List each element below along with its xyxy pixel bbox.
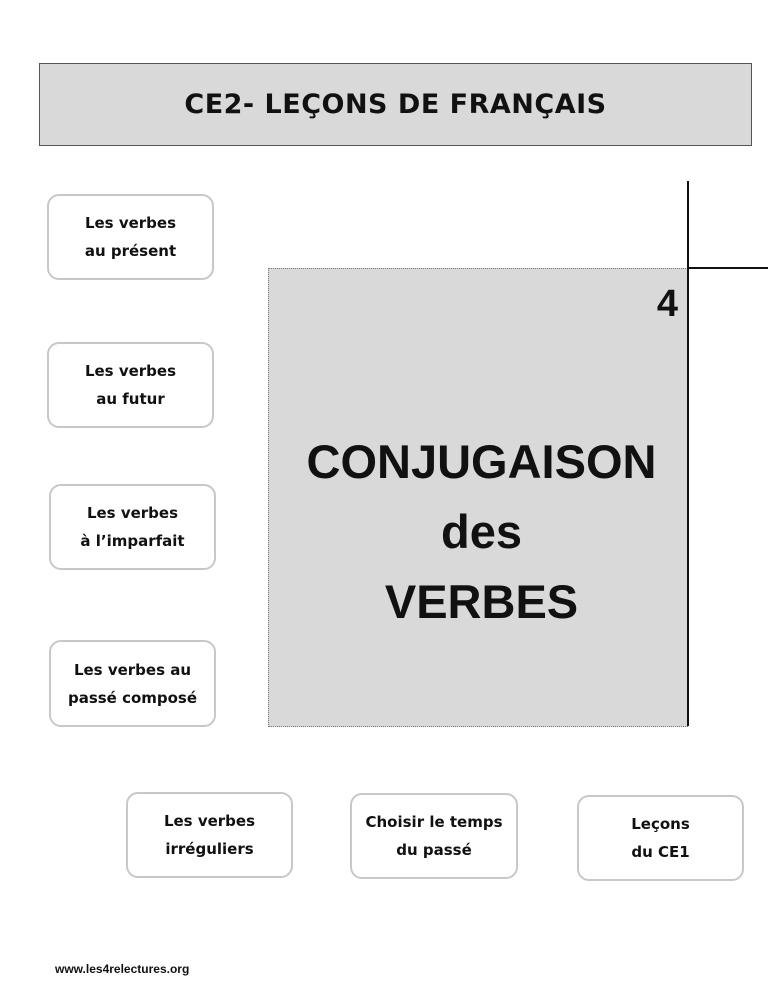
card-label-line1: Les verbes bbox=[84, 362, 177, 380]
lesson-title bbox=[269, 427, 694, 637]
lesson-title-line2: des bbox=[441, 505, 522, 558]
lesson-number: 4 bbox=[656, 283, 678, 325]
card-verbes-passe-compose[interactable] bbox=[49, 640, 216, 727]
horizontal-divider bbox=[687, 267, 768, 269]
card-verbes-futur[interactable] bbox=[47, 342, 214, 428]
card-label-line1: Les verbes bbox=[84, 214, 177, 232]
footer-url: www.les4relectures.org bbox=[55, 962, 190, 976]
card-lecons-ce1[interactable] bbox=[577, 795, 744, 881]
card-label-line1: Leçons bbox=[631, 815, 690, 833]
card-label-line2: à l’imparfait bbox=[80, 532, 185, 550]
lesson-cover-panel bbox=[268, 268, 688, 727]
card-label-line2: du passé bbox=[396, 841, 472, 859]
card-verbes-imparfait[interactable] bbox=[49, 484, 216, 570]
card-label-line2: au présent bbox=[84, 242, 177, 260]
lesson-title-line1: CONJUGAISON bbox=[306, 435, 657, 488]
card-label-line2: irréguliers bbox=[165, 840, 254, 858]
card-label-line2: du CE1 bbox=[631, 843, 690, 861]
page-title: CE2- LEÇONS DE FRANÇAIS bbox=[184, 89, 607, 120]
page-header bbox=[39, 63, 752, 146]
card-label-line1: Choisir le temps bbox=[365, 813, 503, 831]
card-label-line2: passé composé bbox=[67, 688, 198, 707]
vertical-divider bbox=[687, 181, 689, 726]
card-label-line1: Les verbes bbox=[163, 812, 256, 830]
card-verbes-irreguliers[interactable] bbox=[126, 792, 293, 878]
card-verbes-present[interactable] bbox=[47, 194, 214, 280]
card-label-line2: au futur bbox=[96, 390, 165, 408]
card-label-line1: Les verbes bbox=[86, 504, 179, 522]
lesson-title-line3: VERBES bbox=[384, 575, 579, 628]
card-label-line1: Les verbes au bbox=[73, 660, 192, 679]
card-choisir-temps-passe[interactable] bbox=[350, 793, 518, 879]
